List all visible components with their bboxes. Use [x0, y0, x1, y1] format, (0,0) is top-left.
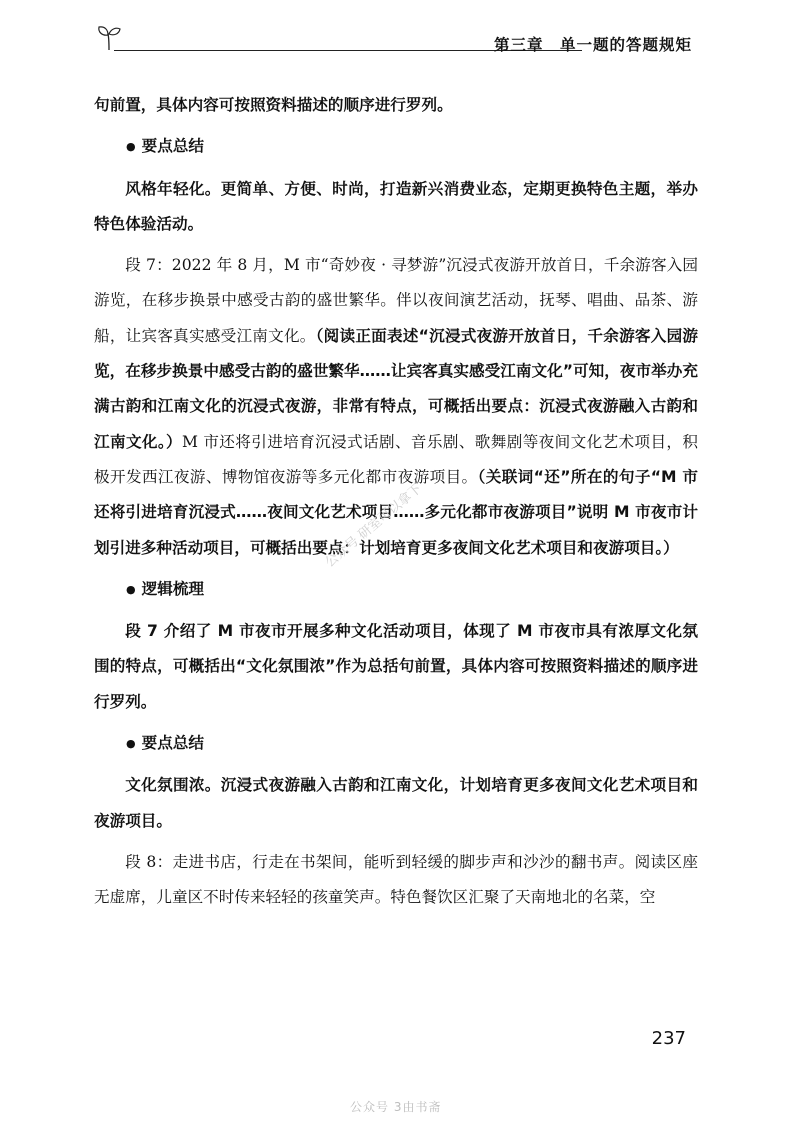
section-heading-key-points: ● 要点总结	[94, 129, 698, 165]
watermark: 公众号 研室可以拿下	[322, 481, 426, 571]
section-heading-logic: ● 逻辑梳理	[94, 572, 698, 608]
paragraph-1: 句前置，具体内容可按照资料描述的顺序进行罗列。	[94, 96, 453, 114]
paragraph-summary-culture: 文化氛围浓。沉浸式夜游融入古韵和江南文化，计划培育更多夜间文化艺术项目和夜游项目。	[94, 776, 698, 830]
page-header	[96, 24, 696, 56]
section-7-text-1: 段 7：2022 年 8 月，M 市“奇妙夜 · 寻梦游”沉浸式夜游开放首日，千余游客入园游览，在移步换景中感受古韵的盛世繁华。伴以夜间演艺活动，抚琴、唱曲、品茶、游船，让宾客真实感受江南文化。	[94, 256, 698, 345]
paragraph-logic: 段 7 介绍了 M 市夜市开展多种文化活动项目，体现了 M 市夜市具有浓厚文化氛围的特点，可概括出“文化氛围浓”作为总括句前置，具体内容可按照资料描述的顺序进行罗列。	[94, 622, 698, 711]
section-7-note-1: （阅读正面表述“沉浸式夜游开放首日，千余游客入园游览，在移步换景中感受古韵的盛世繁华……让宾客真实感受江南文化”可知，夜市举办充满古韵和江南文化的沉浸式夜游，非常有特点，可概括出要点：沉浸式夜游融入古韵和江南文化。）	[94, 326, 698, 451]
chapter-title: 第三章 单一题的答题规矩	[493, 36, 692, 54]
paragraph-section-7	[94, 248, 698, 566]
section-7-text-2: M 市还将引进培育沉浸式话剧、音乐剧、歌舞剧等夜间文化艺术项目，积极开发西江夜游、博物馆夜游等多元化都市夜游项目。	[94, 432, 698, 486]
sprout-icon	[96, 24, 122, 52]
paragraph-section-8: 段 8：走进书店，行走在书架间，能听到轻缓的脚步声和沙沙的翻书声。阅读区座无虚席，儿童区不时传来轻轻的孩童笑声。特色餐饮区汇聚了天南地北的名菜，空	[94, 852, 698, 907]
paragraph-summary-style: 风格年轻化。更简单、方便、时尚，打造新兴消费业态，定期更换特色主题，举办特色体验活动。	[94, 179, 698, 233]
page-number: 237	[651, 1028, 686, 1049]
section-7-note-2: （关联词“还”所在的句子“M 市还将引进培育沉浸式……夜间文化艺术项目……多元化都市夜游项目”说明 M 市夜市计划引进多种活动项目，可概括出要点：计划培育更多夜间文化艺术项目和夜游项目。）	[94, 467, 698, 557]
footer-watermark: 公众号 3由书斋	[350, 1100, 442, 1114]
section-heading-key-points-2: ● 要点总结	[94, 726, 698, 762]
